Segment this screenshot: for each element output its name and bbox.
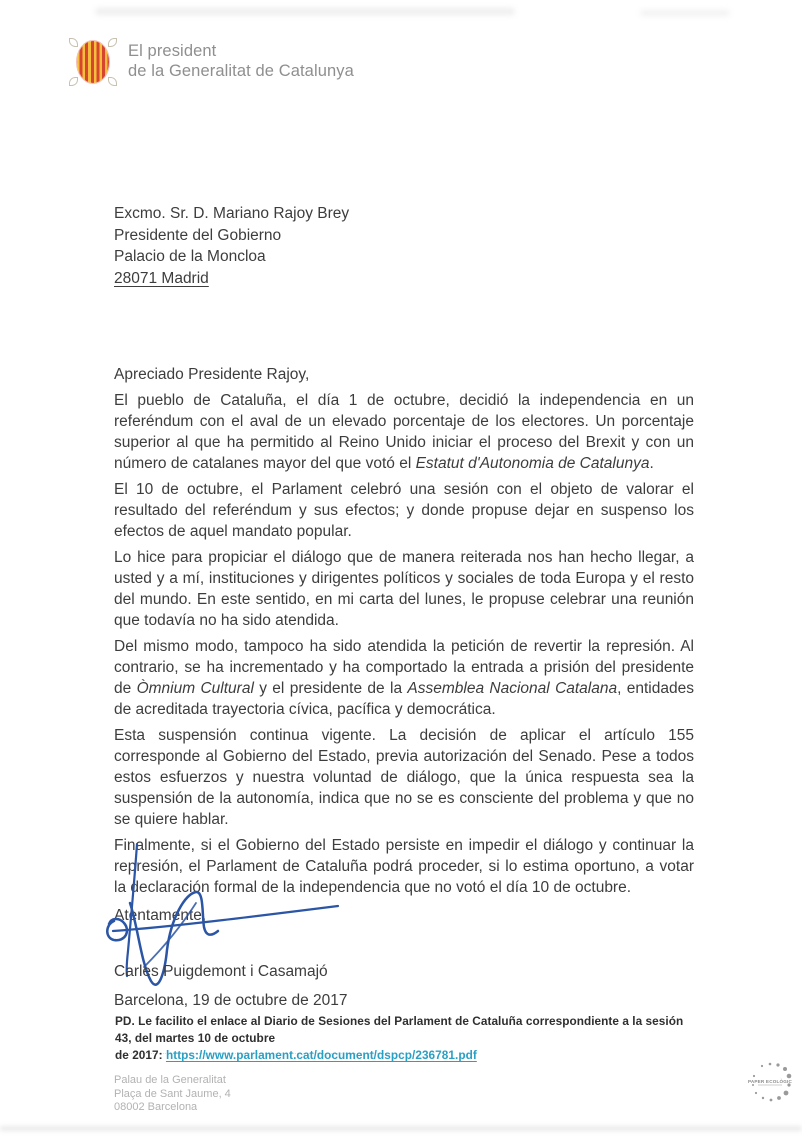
letterhead xyxy=(69,38,354,86)
text-run: Finalmente, si el Gobierno del Estado persiste en impedir el diálogo y continuar la represión, el Parlament de Cataluña podrá proceder, si lo estima oportuno, a votar la declaración formal de la independencia que no votó el día 10 de octubre. xyxy=(114,837,694,896)
text-run: El 10 de octubre, el Parlament celebró una sesión con el objeto de valorar el resultado del referéndum y sus efectos; y donde propuse dejar en suspenso los efectos de aquel mandato popular. xyxy=(114,481,694,540)
text-run: Esta suspensión continua vigente. La decisión de aplicar el artículo 155 corresponde al Gobierno del Estado, previa autorización del Senado. Pese a todos estos esfuerzos y nuestra voluntad de diálogo, que la única respuesta sea la suspensión de la autonomía, indica que no se es consciente del problema y que no se quiere hablar. xyxy=(114,727,694,828)
letterhead-line1: El president xyxy=(128,42,217,60)
scan-artifact xyxy=(640,10,730,16)
signer-name: Carles Puigdemont i Casamajó xyxy=(114,963,328,980)
recipient-city: 28071 Madrid xyxy=(114,269,209,287)
letter-paragraph xyxy=(114,479,694,542)
postscript xyxy=(115,1013,700,1064)
letter-body xyxy=(114,364,694,926)
salutation: Apreciado Presidente Rajoy, xyxy=(114,366,310,383)
letterhead-line2: de la Generalitat de Catalunya xyxy=(128,62,354,80)
logo-ornament-icon xyxy=(69,38,78,47)
italic-text-run: Estatut d'Autonomia de Catalunya xyxy=(415,455,650,472)
letter-paragraph xyxy=(114,636,694,720)
logo-ornament-icon xyxy=(108,77,117,86)
senyera-stripes xyxy=(77,41,109,83)
footer-address xyxy=(114,1074,231,1115)
closing: Atentamente, xyxy=(114,907,207,924)
letter-paragraph xyxy=(114,390,694,474)
letter-paragraph xyxy=(114,547,694,631)
recipient-address xyxy=(114,203,349,289)
footer-line2: Plaça de Sant Jaume, 4 xyxy=(114,1087,231,1100)
text-run: El pueblo de Cataluña, el día 1 de octubre, decidió la independencia en un referéndum con el aval de un elevado porcentaje de los electores. Un porcentaje superior al que ha permitido al Reino Unido iniciar el proceso del Brexit y con un número de catalanes mayor del que votó el xyxy=(114,392,694,472)
generalitat-senyera-logo-icon xyxy=(69,38,117,86)
recipient-title: Presidente del Gobierno xyxy=(114,226,282,244)
text-run: Lo hice para propiciar el diálogo que de manera reiterada nos han hecho llegar, a usted y a mí, instituciones y dirigentes políticos y sociales de toda Europa y el resto del mundo. En este sentido, en mi carta del lunes, le propuse celebrar una reunión que todavía no ha sido atendida. xyxy=(114,549,694,629)
letterhead-title xyxy=(128,38,354,86)
text-run: y el presidente de la xyxy=(253,680,408,697)
italic-text-run: Assemblea Nacional Catalana xyxy=(407,680,618,697)
scan-artifact xyxy=(0,1126,802,1131)
italic-text-run: Òmnium Cultural xyxy=(136,680,254,697)
text-run: Del mismo modo, tampoco ha sido atendida la petición de revertir la represión. Al contrario, se ha incrementado y ha comportado la entrada a prisión del presidente de xyxy=(114,638,694,697)
scan-artifact xyxy=(95,8,515,15)
text-run: , entidades de acreditada trayectoria cívica, pacífica y democrática. xyxy=(114,680,694,718)
place-and-date: Barcelona, 19 de octubre de 2017 xyxy=(114,992,348,1009)
ecological-paper-stamp-icon xyxy=(746,1060,794,1106)
text-run: . xyxy=(649,455,654,472)
letter-paragraph xyxy=(114,725,694,830)
letter-paragraph xyxy=(114,835,694,898)
logo-ornament-icon xyxy=(69,77,78,86)
postscript-line1: PD. Le facilito el enlace al Diario de Sesiones del Parlament de Cataluña correspondiente a la sesión 43, del martes 10 de octubre xyxy=(115,1014,684,1045)
recipient-name: Excmo. Sr. D. Mariano Rajoy Brey xyxy=(114,205,350,222)
recipient-place: Palacio de la Moncloa xyxy=(114,248,266,265)
postscript-line2-prefix: de 2017: xyxy=(115,1048,166,1062)
eco-stamp-label: PAPER ECOLÒGIC xyxy=(747,1079,793,1084)
parlament-document-link[interactable]: https://www.parlament.cat/document/dspcp/236781.pdf xyxy=(165,1048,477,1062)
footer-line1: Palau de la Generalitat xyxy=(114,1074,226,1086)
postscript-line2 xyxy=(115,1047,700,1064)
paragraphs-container xyxy=(114,390,694,898)
footer-line3: 08002 Barcelona xyxy=(114,1101,198,1113)
logo-ornament-icon xyxy=(108,38,117,47)
